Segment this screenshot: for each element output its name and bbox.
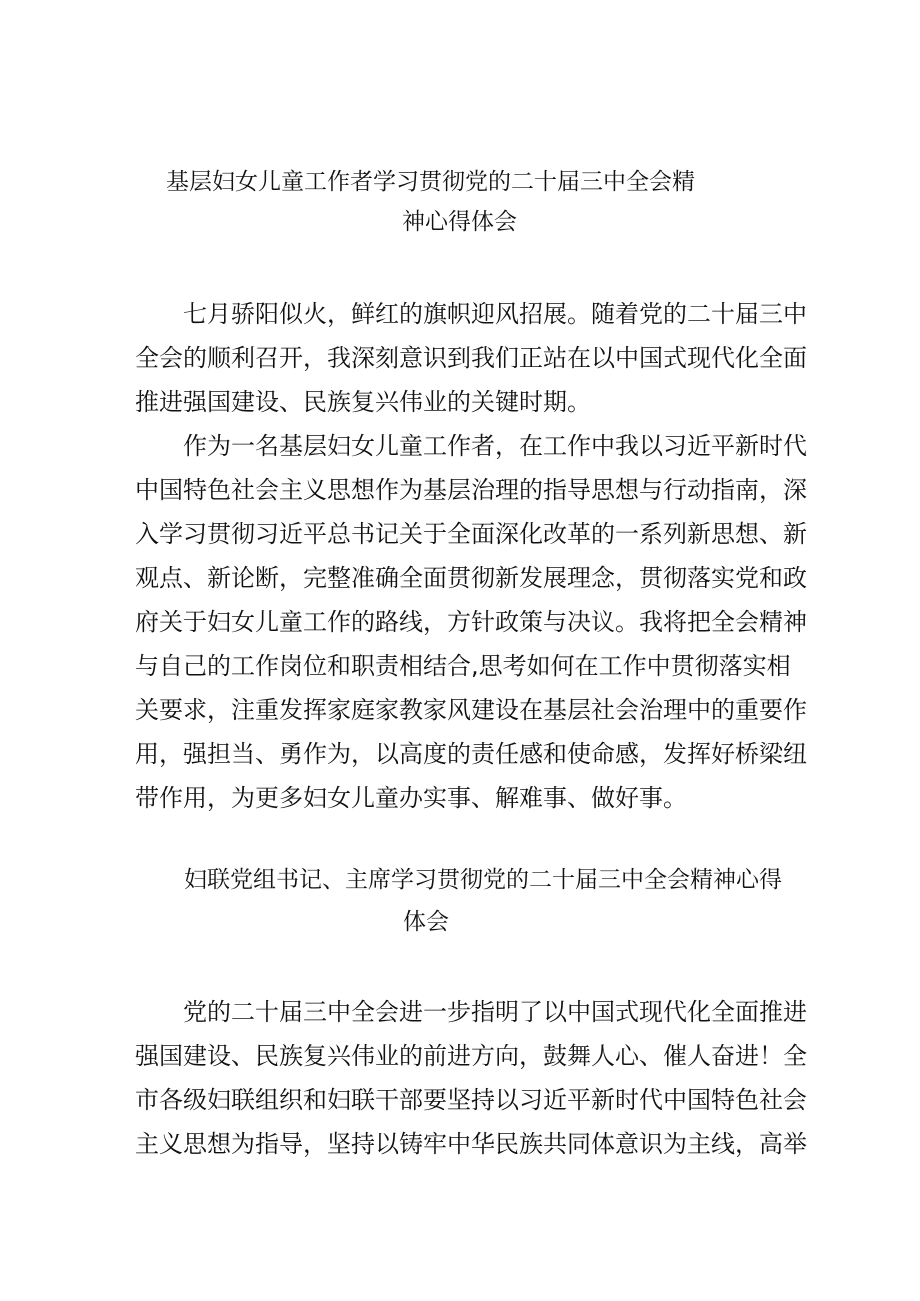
paragraph-line: 全会的顺利召开，我深刻意识到我们正站在以中国式现代化全面: [135, 344, 807, 372]
paragraph-line: 作为一名基层妇女儿童工作者，在工作中我以习近平新时代: [183, 432, 807, 460]
paragraph-line: 观点、新论断，完整准确全面贯彻新发展理念，贯彻落实党和政: [135, 564, 807, 592]
paragraph-line: 带作用，为更多妇女儿童办实事、解难事、做好事。: [135, 784, 687, 812]
paragraph-line: 强国建设、民族复兴伟业的前进方向，鼓舞人心、催人奋进！全: [135, 1042, 807, 1070]
paragraph-line: 市各级妇联组织和妇联干部要坚持以习近平新时代中国特色社会: [135, 1086, 807, 1114]
paragraph-line: 党的二十届三中全会进一步指明了以中国式现代化全面推进: [183, 998, 807, 1026]
section2-title-line-2: 体会: [403, 909, 449, 935]
paragraph-line: 入学习贯彻习近平总书记关于全面深化改革的一系列新思想、新: [135, 520, 807, 548]
paragraph-line: 七月骄阳似火，鲜红的旗帜迎风招展。随着党的二十届三中: [183, 300, 807, 328]
paragraph-line: 用，强担当、勇作为，以高度的责任感和使命感，发挥好桥梁纽: [135, 740, 807, 768]
paragraph-line: 主义思想为指导，坚持以铸牢中华民族共同体意识为主线，高举: [135, 1130, 807, 1158]
paragraph-line: 中国特色社会主义思想作为基层治理的指导思想与行动指南，深: [135, 476, 807, 504]
paragraph-line: 与自己的工作岗位和职责相结合,思考如何在工作中贯彻落实相: [135, 652, 791, 680]
section1-title-line-1: 基层妇女儿童工作者学习贯彻党的二十届三中全会精: [166, 169, 695, 195]
section2-title-line-1: 妇联党组书记、主席学习贯彻党的二十届三中全会精神心得: [184, 867, 782, 893]
paragraph-line: 府关于妇女儿童工作的路线，方针政策与决议。我将把全会精神: [135, 608, 807, 636]
paragraph-line: 关要求，注重发挥家庭家教家风建设在基层社会治理中的重要作: [135, 696, 807, 724]
paragraph-line: 推进强国建设、民族复兴伟业的关键时期。: [135, 388, 591, 416]
section1-title-line-2: 神心得体会: [402, 209, 517, 235]
